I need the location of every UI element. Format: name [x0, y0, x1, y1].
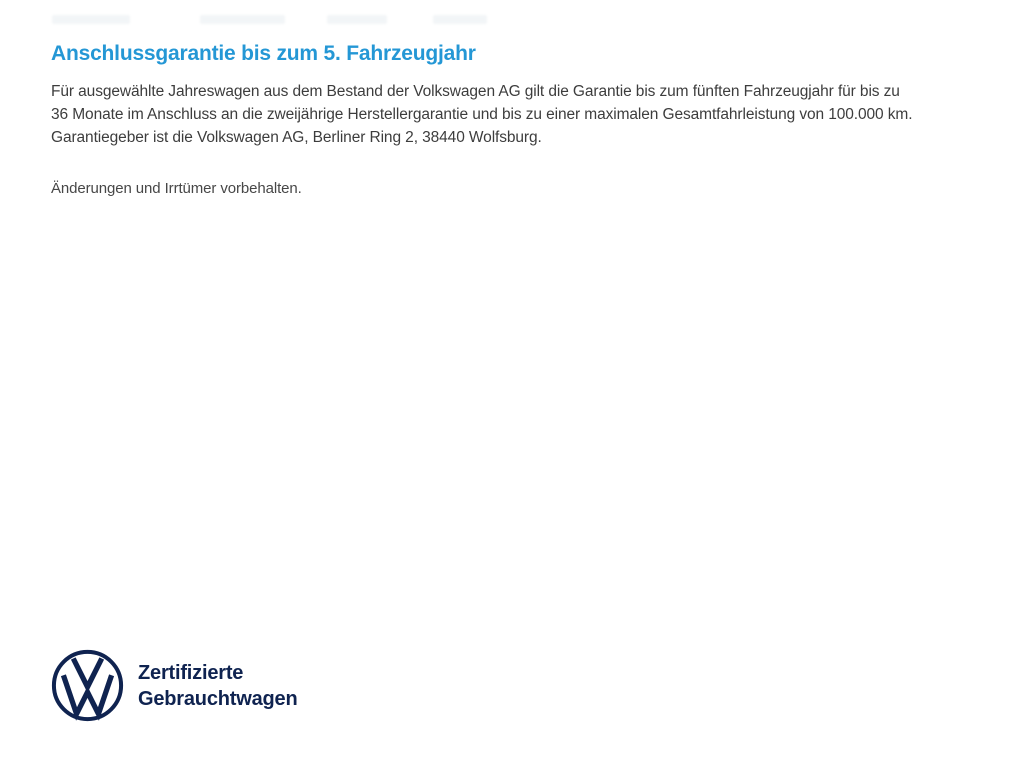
- disclaimer-text: Änderungen und Irrtümer vorbehalten.: [51, 180, 302, 197]
- brand-footer: [51, 649, 297, 722]
- warranty-paragraph: [51, 80, 912, 149]
- page-title: Anschlussgarantie bis zum 5. Fahrzeugjahr: [51, 42, 476, 65]
- ghost-text-fragment: [52, 15, 130, 24]
- warranty-paragraph-line-3: Garantiegeber ist die Volkswagen AG, Berliner Ring 2, 38440 Wolfsburg.: [51, 129, 542, 146]
- ghost-text-fragment: [327, 15, 387, 24]
- ghost-text-fragment: [200, 15, 285, 24]
- brand-wordmark: [138, 660, 297, 712]
- ghost-text-fragment: [433, 15, 487, 24]
- warranty-paragraph-line-2: 36 Monate im Anschluss an die zweijährige Herstellergarantie und bis zu einer maximalen Gesamtfahrleistung von 100.000 km.: [51, 106, 913, 123]
- vw-logo-icon: [51, 649, 124, 722]
- warranty-paragraph-line-1: Für ausgewählte Jahreswagen aus dem Bestand der Volkswagen AG gilt die Garantie bis zum fünften Fahrzeugjahr für bis zu: [51, 83, 900, 100]
- clipped-top-text-artifact: [0, 15, 1024, 25]
- brand-wordmark-line-2: Gebrauchtwagen: [138, 687, 298, 710]
- brand-wordmark-line-1: Zertifizierte: [138, 661, 244, 684]
